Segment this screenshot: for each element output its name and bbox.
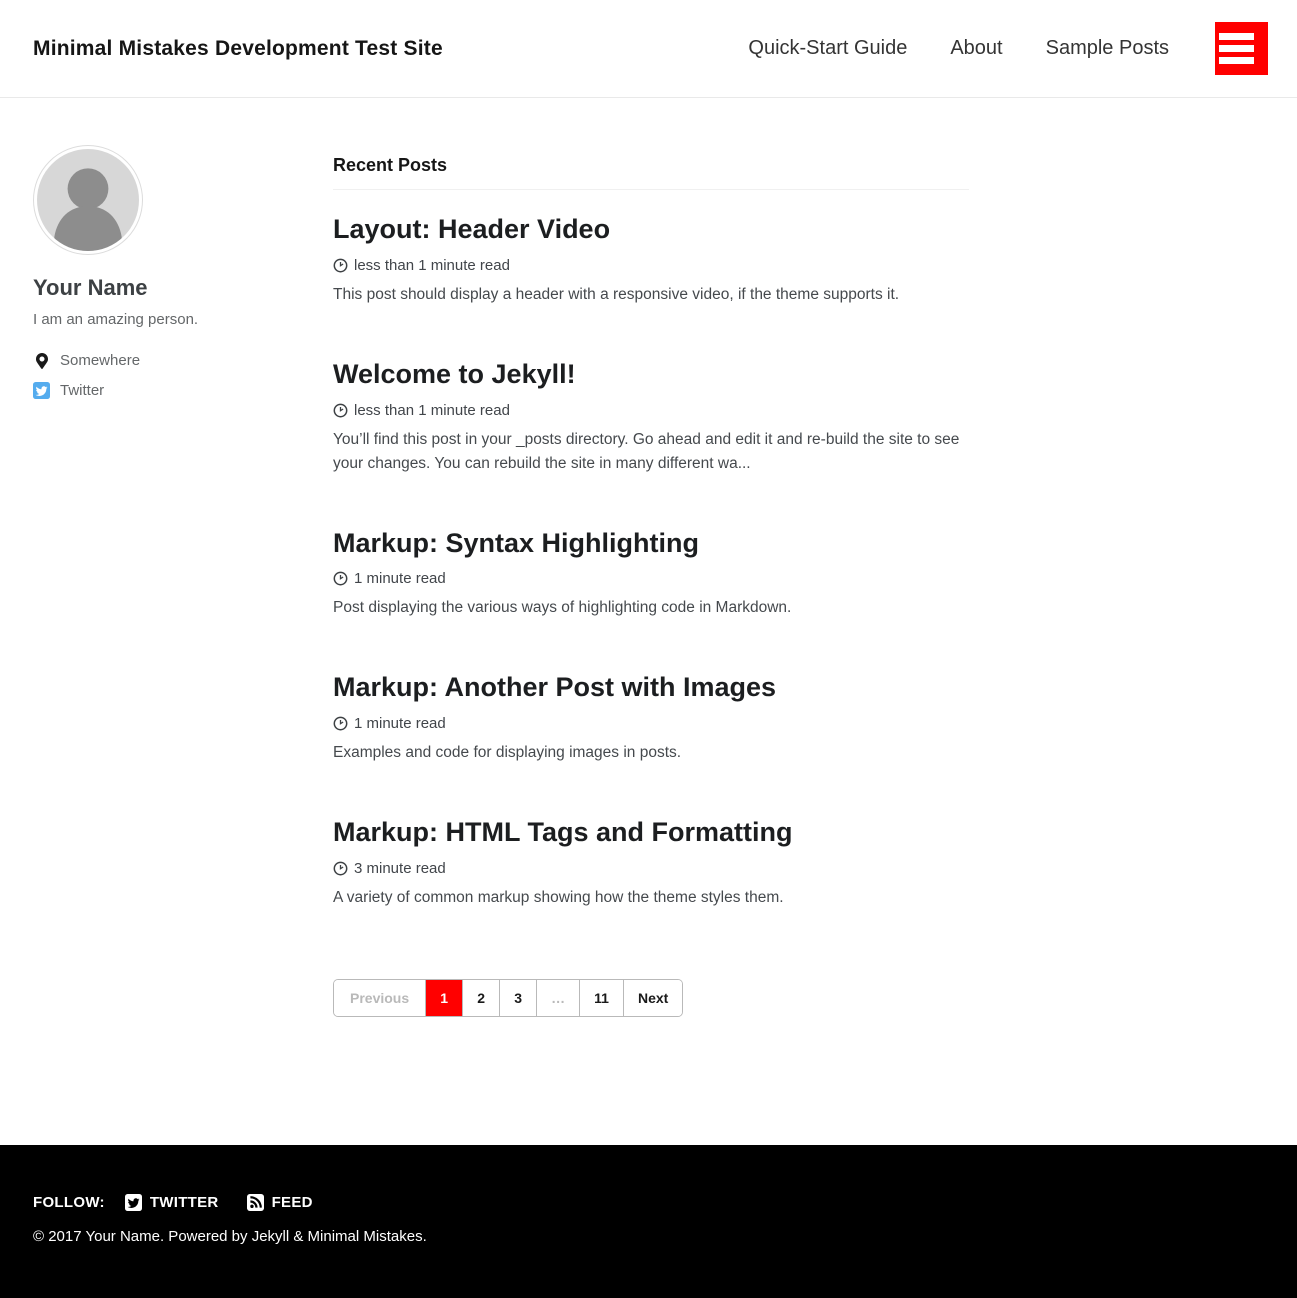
read-time-label: 1 minute read	[354, 715, 446, 732]
twitter-icon	[33, 382, 50, 399]
read-time-label: less than 1 minute read	[354, 256, 510, 274]
post-meta	[333, 402, 969, 419]
post-item	[333, 213, 969, 307]
footer-twitter-icon	[125, 1194, 142, 1211]
masthead	[0, 0, 1297, 98]
post-meta	[333, 860, 969, 877]
post-excerpt: Post displaying the various ways of highlighting code in Markdown.	[333, 599, 792, 617]
post-excerpt: A variety of common markup showing how the theme styles them.	[333, 888, 784, 906]
recent-posts-heading: Recent Posts	[333, 145, 969, 190]
footer-follow-row	[33, 1194, 1264, 1211]
site-title[interactable]: Minimal Mistakes Development Test Site	[33, 36, 443, 60]
pagination-previous[interactable]: Previous	[334, 980, 425, 1016]
read-time-label: 3 minute read	[354, 859, 446, 877]
author-twitter-label: Twitter	[60, 382, 105, 399]
clock-icon	[333, 571, 348, 586]
pagination-next[interactable]: Next	[623, 980, 682, 1016]
read-time-label: less than 1 minute read	[354, 401, 510, 419]
post-title	[333, 213, 969, 247]
post-title	[333, 816, 969, 850]
avatar	[33, 145, 143, 255]
post-excerpt: Examples and code for displaying images in posts.	[333, 744, 682, 761]
footer-feed-link[interactable]	[247, 1194, 313, 1211]
person-silhouette-icon	[37, 149, 139, 251]
clock-icon	[333, 861, 348, 876]
author-name: Your Name	[33, 275, 148, 300]
author-location-item	[33, 352, 333, 369]
nav-item-about[interactable]: About	[950, 37, 1003, 59]
post-title-link[interactable]: Markup: Syntax Highlighting	[333, 527, 700, 558]
clock-icon	[333, 258, 348, 273]
rss-icon	[247, 1194, 264, 1211]
sidebar	[33, 145, 333, 1145]
author-location-label: Somewhere	[60, 352, 141, 369]
primary-nav	[705, 22, 1268, 75]
pagination-page-2[interactable]: 2	[462, 980, 499, 1016]
post-title	[333, 527, 969, 561]
post-title-link[interactable]: Welcome to Jekyll!	[333, 358, 576, 389]
author-bio: I am an amazing person.	[33, 311, 199, 328]
footer-feed-label: FEED	[271, 1194, 313, 1211]
post-title-link[interactable]: Markup: Another Post with Images	[333, 672, 777, 703]
location-pin-icon	[33, 352, 50, 369]
follow-label: FOLLOW:	[33, 1194, 105, 1211]
pagination-page-3[interactable]: 3	[499, 980, 536, 1016]
nav-item-quick-start-guide[interactable]: Quick-Start Guide	[748, 37, 908, 59]
hamburger-icon	[1219, 33, 1254, 40]
post-title	[333, 671, 969, 705]
read-time-label: 1 minute read	[354, 570, 446, 588]
content-wrap	[0, 98, 1297, 1145]
copyright: © 2017 Your Name. Powered by Jekyll & Minimal Mistakes.	[33, 1228, 427, 1245]
author-twitter-item[interactable]	[33, 382, 333, 399]
post-excerpt: This post should display a header with a responsive video, if the theme supports it.	[333, 285, 900, 303]
post-item	[333, 816, 969, 910]
pagination-page-1[interactable]: 1	[425, 980, 462, 1016]
jekyll-link[interactable]: Jekyll	[251, 1228, 290, 1245]
footer-twitter-label: TWITTER	[149, 1194, 219, 1211]
post-list	[333, 213, 969, 910]
clock-icon	[333, 403, 348, 418]
post-item	[333, 358, 969, 476]
post-meta	[333, 715, 969, 732]
post-title	[333, 358, 969, 392]
nav-item-sample-posts[interactable]: Sample Posts	[1045, 37, 1169, 59]
post-item	[333, 527, 969, 621]
post-title-link[interactable]: Markup: HTML Tags and Formatting	[333, 817, 793, 847]
post-excerpt: You’ll find this post in your _posts directory. Go ahead and edit it and re-build the site to see your changes. You can rebuild the site in many different wa...	[333, 430, 960, 472]
minimal-mistakes-link[interactable]: Minimal Mistakes	[307, 1228, 423, 1245]
pagination-ellipsis: …	[536, 980, 579, 1016]
pagination	[333, 979, 683, 1017]
post-meta	[333, 257, 969, 274]
footer	[0, 1145, 1297, 1298]
clock-icon	[333, 716, 348, 731]
main-content	[333, 145, 969, 1145]
pagination-page-11[interactable]: 11	[579, 980, 623, 1016]
post-meta	[333, 570, 969, 587]
post-title-link[interactable]: Layout: Header Video	[333, 214, 611, 244]
menu-toggle-button[interactable]	[1215, 22, 1268, 75]
footer-twitter-link[interactable]	[125, 1194, 219, 1211]
copyright-text: © 2017 Your Name. Powered by	[33, 1228, 252, 1245]
post-item	[333, 671, 969, 765]
author-links	[33, 352, 333, 399]
